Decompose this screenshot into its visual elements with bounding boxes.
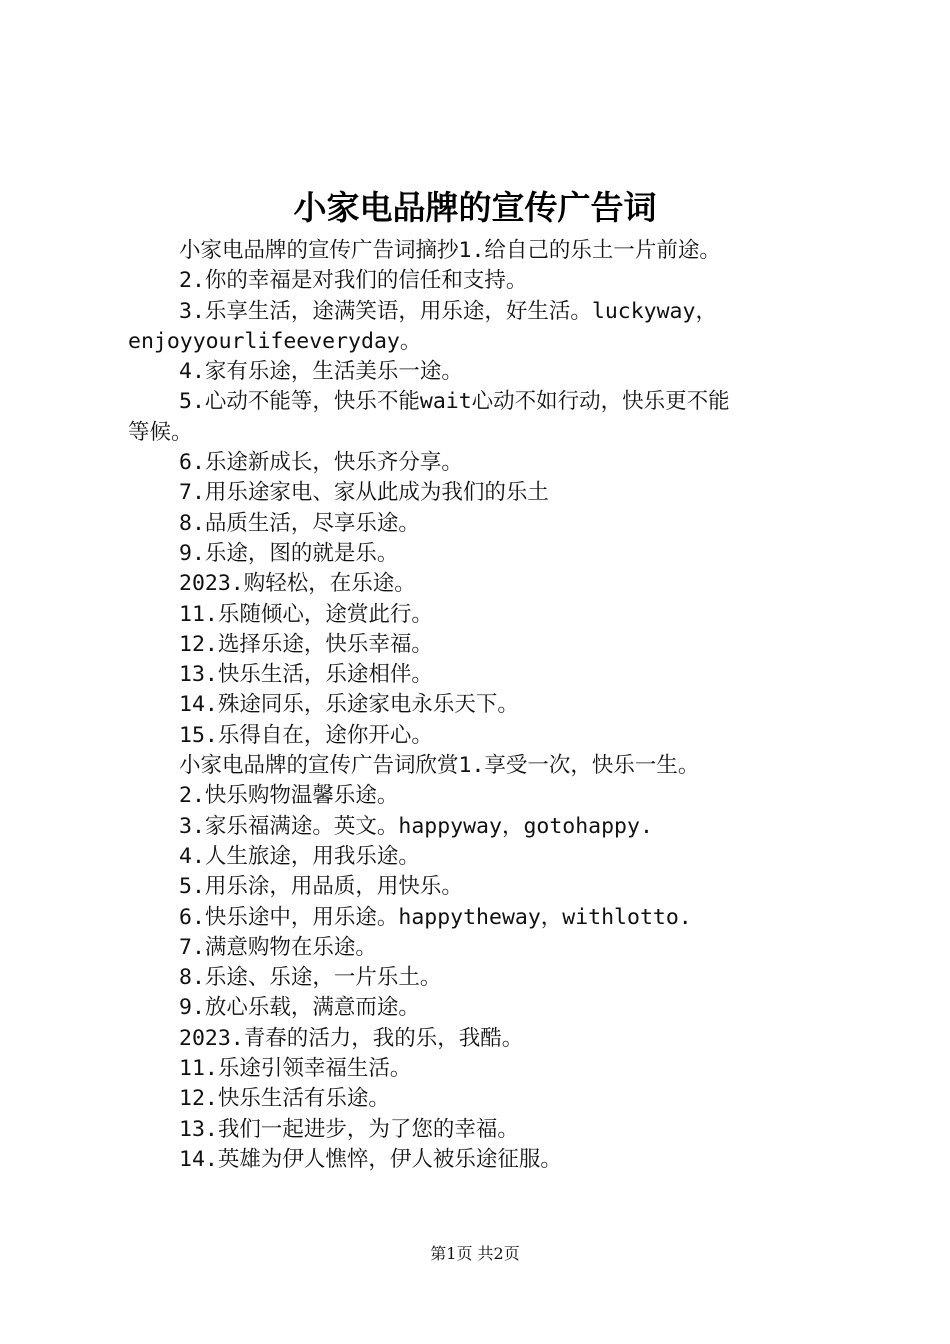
text-line: enjoyyourlifeeveryday。 xyxy=(128,328,422,354)
text-line: 3.家乐福满途。英文。happyway，gotohappy. xyxy=(179,813,653,839)
document-body xyxy=(128,236,836,1175)
text-line: 9.乐途，图的就是乐。 xyxy=(179,540,399,566)
text-line: 12.快乐生活有乐途。 xyxy=(179,1086,390,1112)
text-line: 8.乐途、乐途，一片乐土。 xyxy=(179,965,442,991)
text-line: 7.满意购物在乐途。 xyxy=(179,934,377,960)
text-line: 4.人生旅途，用我乐途。 xyxy=(179,843,420,869)
text-line: 5.心动不能等，快乐不能wait心动不如行动，快乐更不能 xyxy=(179,389,730,415)
text-line: 小家电品牌的宣传广告词摘抄1.给自己的乐土一片前途。 xyxy=(179,238,721,263)
text-line: 6.乐途新成长，快乐齐分享。 xyxy=(179,450,463,476)
text-line: 6.快乐途中，用乐途。happytheway，withlotto. xyxy=(179,904,692,930)
text-line: 4.家有乐途，生活美乐一途。 xyxy=(179,359,463,385)
text-line: 小家电品牌的宣传广告词欣赏1.享受一次，快乐一生。 xyxy=(179,753,700,779)
text-line: 9.放心乐载，满意而途。 xyxy=(179,995,420,1021)
text-line: 8.品质生活，尽享乐途。 xyxy=(179,510,420,536)
document-title: 小家电品牌的宣传广告词 xyxy=(293,188,657,227)
text-line: 3.乐享生活，途满笑语，用乐途，好生活。luckyway， xyxy=(179,298,717,324)
text-line: 15.乐得自在，途你开心。 xyxy=(179,722,433,748)
text-line: 14.殊途同乐，乐途家电永乐天下。 xyxy=(179,692,519,718)
text-line: 13.我们一起进步，为了您的幸福。 xyxy=(179,1116,519,1142)
text-line: 5.用乐涂，用品质，用快乐。 xyxy=(179,874,463,900)
text-line: 2023.青春的活力，我的乐，我酷。 xyxy=(179,1025,524,1051)
text-line: 14.英雄为伊人憔悴，伊人被乐途征服。 xyxy=(179,1146,562,1172)
page-number-footer: 第1页 共2页 xyxy=(430,1244,520,1263)
text-line: 2023.购轻松，在乐途。 xyxy=(179,571,416,597)
text-line: 11.乐途引领幸福生活。 xyxy=(179,1056,412,1082)
text-line: 2.你的幸福是对我们的信任和支持。 xyxy=(179,268,528,294)
text-line: 11.乐随倾心，途赏此行。 xyxy=(179,601,433,627)
text-line: 等候。 xyxy=(128,419,193,445)
text-line: 12.选择乐途，快乐幸福。 xyxy=(179,631,433,657)
text-line: 13.快乐生活，乐途相伴。 xyxy=(179,662,433,688)
text-line: 7.用乐途家电、家从此成为我们的乐土 xyxy=(179,480,549,506)
text-line: 2.快乐购物温馨乐途。 xyxy=(179,783,399,809)
